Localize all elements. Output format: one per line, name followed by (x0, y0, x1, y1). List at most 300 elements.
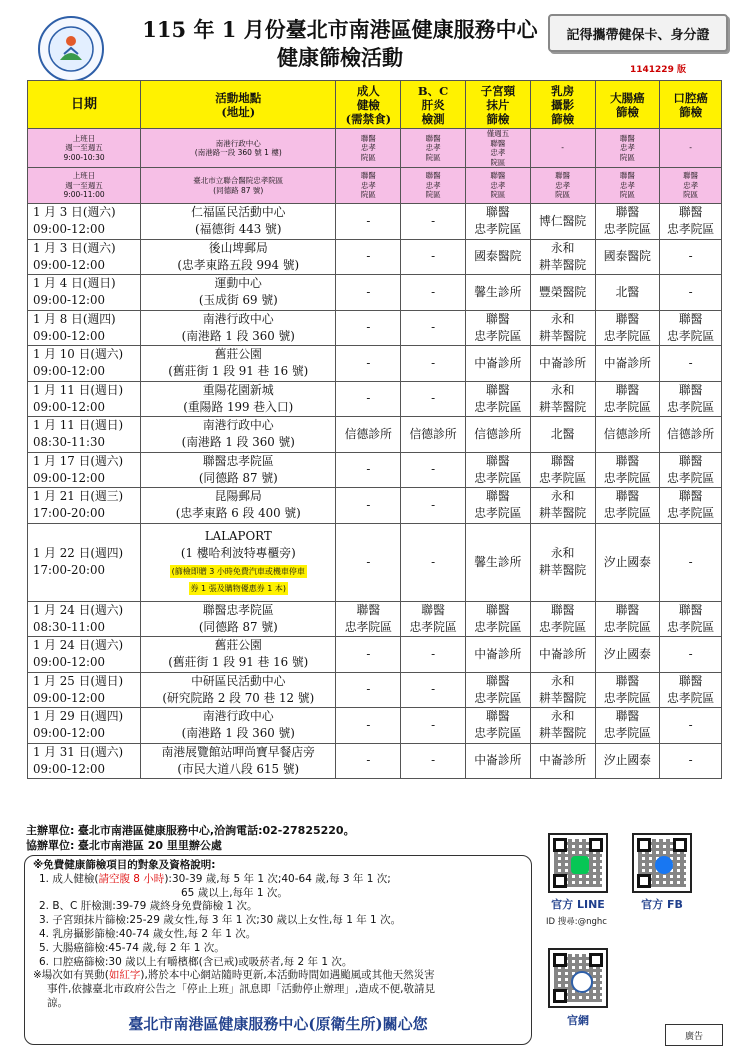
table-row (28, 601, 722, 637)
cell-line: 忠孝院區 (603, 328, 651, 343)
change-notice (33, 969, 523, 983)
host-label: 主辦單位: (26, 824, 75, 837)
cell-line: (南港路 1 段 360 號) (181, 328, 295, 343)
event-location (141, 346, 336, 382)
screening-provider (401, 488, 466, 524)
screening-provider (530, 708, 595, 744)
screening-provider (465, 601, 530, 637)
screening-provider (595, 601, 660, 637)
cell-line: 忠孝 (425, 143, 441, 153)
cell-line: 忠孝院區 (603, 222, 651, 237)
screening-provider (336, 637, 401, 673)
cell-line: 國泰醫院 (474, 249, 522, 264)
event-date (28, 381, 141, 417)
screening-provider (465, 672, 530, 708)
event-date (28, 417, 141, 453)
event-location (141, 204, 336, 240)
cell-line: 耕莘醫院 (539, 506, 587, 521)
screening-provider (595, 381, 660, 417)
promo-note (141, 562, 335, 579)
screening-provider (660, 452, 722, 488)
screening-provider (336, 129, 401, 168)
screening-provider (401, 708, 466, 744)
cell-line: 1 月 3 日(週六) (33, 205, 116, 220)
cell-line: 1 月 25 日(週日) (33, 673, 124, 688)
screening-provider (465, 239, 530, 275)
note-item-2: 2. B、C 肝檢測:39-79 歲終身免費篩檢 1 次。 (39, 900, 258, 913)
cell-line: 忠孝院區 (474, 328, 522, 343)
cell-line: - (431, 497, 436, 512)
cell-line: 耕莘醫院 (539, 563, 587, 577)
cell-line: 中崙診所 (474, 753, 522, 768)
cell-line: 1 月 10 日(週六) (33, 347, 124, 362)
event-date (28, 239, 141, 275)
cell-line: 永和 (550, 311, 575, 326)
screening-provider (660, 523, 722, 601)
event-date (28, 275, 141, 311)
cell-line: 聯醫 (678, 311, 703, 326)
advertisement-label: 廣告 (665, 1024, 723, 1046)
cell-line: 聯醫 (356, 602, 381, 617)
cell-line: - (431, 320, 436, 335)
cell-line: 09:00-12:00 (33, 222, 105, 237)
cell-line: 上班日 (72, 133, 96, 143)
table-header-row (28, 81, 722, 129)
cell-line: 聯醫 (360, 133, 376, 143)
column-header-text: 肝炎 (421, 97, 445, 112)
cell-line: 1 月 31 日(週六) (33, 744, 124, 759)
table-row (28, 275, 722, 311)
screening-provider (660, 129, 722, 168)
cell-line: 忠孝院區 (474, 619, 522, 634)
service-hours (28, 129, 141, 168)
reminder-badge: 記得攜帶健保卡、身分證 (548, 14, 728, 52)
cell-line: - (366, 284, 371, 299)
cell-line: 忠孝院區 (667, 328, 715, 343)
cell-line: 聯醫 (490, 171, 506, 181)
screening-provider (465, 743, 530, 779)
cell-line: - (366, 320, 371, 335)
screening-provider (336, 601, 401, 637)
cell-line: 忠孝院區 (603, 690, 651, 705)
eligibility-notes-box (24, 855, 532, 1045)
table-row (28, 743, 722, 779)
screening-provider (660, 239, 722, 275)
screening-provider (465, 452, 530, 488)
event-location (141, 381, 336, 417)
cell-line: 信德診所 (474, 426, 522, 441)
cell-line: 忠孝院區 (344, 619, 392, 634)
screening-provider (465, 523, 530, 601)
line-id: ID 搜尋:@nghc (546, 917, 607, 927)
screening-provider (660, 417, 722, 453)
cell-line: 運動中心 (214, 276, 262, 291)
cell-line: 17:00-20:00 (33, 506, 105, 521)
cell-line: - (366, 682, 371, 697)
cell-line: - (366, 391, 371, 406)
cell-line: - (431, 554, 436, 569)
host-text: 臺北市南港區健康服務中心,洽詢電話:02-27825220。 (77, 824, 355, 837)
column-header-text: 活動地點 (215, 90, 262, 105)
cell-line: 南港行政中心 (202, 311, 274, 326)
screening-provider (595, 275, 660, 311)
event-location (141, 310, 336, 346)
note-1-continued: 65 歲以上,每年 1 次。 (181, 886, 288, 899)
footer-slogan: 臺北市南港區健康服務中心(原衛生所)關心您 (128, 1015, 428, 1034)
cell-line: 上班日 (72, 171, 96, 181)
screening-provider (660, 204, 722, 240)
cell-line: 院區 (619, 190, 635, 200)
cell-line: 忠孝 (619, 180, 635, 190)
cell-line: 聯醫 (486, 453, 510, 468)
cell-line: 忠孝院區 (667, 506, 715, 521)
screening-provider (336, 523, 401, 601)
cell-line: 後山埤郵局 (208, 240, 268, 255)
screening-provider (530, 637, 595, 673)
fasting-warning: 請空腹 8 小時 (98, 872, 165, 885)
cell-line: 聯醫 (678, 453, 703, 468)
column-header (595, 81, 660, 129)
cell-line: 舊莊公園 (214, 347, 262, 362)
organizer-info (26, 823, 355, 853)
screening-provider (595, 708, 660, 744)
event-date (28, 310, 141, 346)
cell-line: 信德診所 (667, 426, 715, 441)
screening-provider (660, 708, 722, 744)
cell-line: 汐止國泰 (603, 554, 651, 569)
cell-line: 汐止國泰 (603, 753, 651, 768)
cell-line: 忠孝 (555, 180, 571, 190)
health-center-logo (38, 16, 104, 82)
cell-line: 中崙診所 (474, 646, 522, 661)
cell-line: 聯醫 (486, 709, 510, 724)
cell-line: 聯醫 (421, 602, 445, 617)
cell-line: 09:00-12:00 (33, 726, 105, 741)
cell-line: (南港路 1 段 360 號) (181, 726, 295, 741)
screening-provider (465, 417, 530, 453)
cell-line: - (431, 391, 436, 406)
cell-line: 忠孝院區 (539, 470, 587, 485)
screening-provider (401, 204, 466, 240)
cell-line: 中崙診所 (539, 355, 587, 370)
column-header-text: 子宮頸 (480, 83, 516, 98)
screening-provider (595, 452, 660, 488)
cell-line: 1 月 21 日(週三) (33, 489, 124, 504)
screening-provider (465, 310, 530, 346)
screening-provider (401, 601, 466, 637)
cell-line: 1 月 4 日(週日) (33, 276, 116, 291)
screening-provider (530, 381, 595, 417)
cell-line: 1 月 11 日(週日) (33, 418, 124, 433)
event-date (28, 601, 141, 637)
event-location (141, 275, 336, 311)
cell-line: 忠孝 (360, 143, 376, 153)
event-location (141, 601, 336, 637)
column-header-text: 篩檢 (615, 104, 639, 119)
note-item-3: 3. 子宮頸抹片篩檢:25-29 歲女性,每 3 年 1 次;30 歲以上女性,每 1 年 1 次。 (39, 914, 402, 927)
screening-provider (530, 129, 595, 168)
screening-schedule-table (27, 80, 722, 779)
screening-provider (530, 672, 595, 708)
cell-line: 忠孝 (425, 180, 441, 190)
cell-line: 9:00-10:30 (63, 152, 105, 162)
screening-provider (660, 346, 722, 382)
event-location (141, 708, 336, 744)
event-date (28, 523, 141, 601)
screening-provider (595, 129, 660, 168)
cell-line: - (688, 646, 693, 661)
cell-line: 忠孝院區 (474, 470, 522, 485)
column-header-text: 口腔癌 (673, 90, 708, 105)
cell-line: 中崙診所 (603, 355, 651, 370)
table-row (28, 381, 722, 417)
cell-line: 舊莊公園 (214, 638, 262, 653)
cell-line: 聯醫 (678, 602, 703, 617)
cell-line: 院區 (360, 152, 376, 162)
screening-provider (401, 346, 466, 382)
event-date (28, 672, 141, 708)
screening-provider (336, 275, 401, 311)
cell-line: 北醫 (550, 426, 575, 441)
cell-line: LALAPORT (204, 529, 272, 543)
cell-line: 院區 (490, 190, 506, 200)
line-label: 官方 LINE (551, 898, 605, 911)
screening-provider (530, 275, 595, 311)
cell-line: 9:00-11:00 (63, 190, 105, 200)
cell-line: 聯醫 (425, 133, 441, 143)
promo-note-text: (篩檢即贈 3 小時免費汽車或機車停車 (171, 567, 305, 576)
screening-provider (595, 168, 660, 204)
cell-line: 聯醫 (678, 489, 703, 504)
cell-line: 忠孝院區 (603, 506, 651, 521)
screening-provider (336, 346, 401, 382)
screening-provider (336, 708, 401, 744)
cell-line: 忠孝院區 (409, 619, 457, 634)
cell-line: 中崙診所 (474, 355, 522, 370)
cell-line: 聯醫 (486, 382, 510, 397)
cell-line: 聯醫 (550, 453, 575, 468)
cell-line: - (688, 355, 693, 370)
cell-line: - (366, 646, 371, 661)
screening-provider (401, 275, 466, 311)
cell-line: 永和 (550, 382, 575, 397)
line-logo-icon (571, 856, 589, 874)
screening-provider (530, 346, 595, 382)
table-row (28, 452, 722, 488)
screening-provider (401, 417, 466, 453)
cell-line: 中崙診所 (539, 646, 587, 661)
event-date (28, 452, 141, 488)
website-qr-code[interactable] (548, 948, 608, 1008)
cell-line: (舊莊街 1 段 91 巷 16 號) (168, 364, 309, 379)
event-location (141, 637, 336, 673)
cell-line: 聯醫 (490, 138, 506, 148)
cell-line: 南港行政中心 (215, 138, 261, 148)
cell-line: - (431, 355, 436, 370)
screening-provider (465, 381, 530, 417)
cell-line: (同德路 87 號) (198, 470, 278, 485)
cell-line: (福德街 443 號) (195, 222, 282, 237)
cell-line: (忠孝東路五段 994 號) (177, 257, 300, 272)
screening-provider (465, 129, 530, 168)
screening-provider (595, 488, 660, 524)
column-header (28, 81, 141, 129)
cell-line: - (431, 646, 436, 661)
cell-line: 09:00-12:00 (33, 328, 105, 343)
cell-line: 博仁醫院 (539, 213, 587, 228)
cell-line: 忠孝院區 (474, 726, 522, 741)
logo-emblem-icon (46, 24, 96, 74)
cell-line: (玉成街 69 號) (198, 293, 278, 308)
screening-provider (336, 417, 401, 453)
cell-line: 南港展覽館站呷尚寶早餐店旁 (161, 744, 315, 759)
cell-line: - (688, 717, 693, 732)
event-date (28, 346, 141, 382)
title-line-1: 115 年 1 月份臺北市南港區健康服務中心 (142, 17, 538, 42)
note-1-text-b: ):30-39 歲,每 5 年 1 次;40-64 歲,每 3 年 1 次; (164, 872, 391, 885)
event-location (141, 417, 336, 453)
screening-provider (465, 488, 530, 524)
page-title (100, 16, 580, 72)
note-item-1 (33, 873, 523, 887)
cell-line: 仁福區民活動中心 (191, 205, 286, 220)
screening-provider (660, 381, 722, 417)
cell-line: 院區 (360, 190, 376, 200)
event-date (28, 637, 141, 673)
screening-provider (336, 452, 401, 488)
cell-line: 17:00-20:00 (33, 563, 105, 577)
cell-line: - (366, 717, 371, 732)
screening-provider (401, 672, 466, 708)
cell-line: 院區 (425, 190, 441, 200)
table-row (28, 708, 722, 744)
cell-line: 09:00-12:00 (33, 399, 105, 414)
cell-line: 聯醫 (555, 171, 571, 181)
cell-line: - (561, 143, 564, 153)
cell-line: 馨生診所 (474, 284, 522, 299)
notes-heading: ※免費健康篩檢項目的對象及資格說明: (33, 859, 216, 871)
cell-line: (舊莊街 1 段 91 巷 16 號) (168, 655, 309, 670)
cell-line: 忠孝 (683, 180, 699, 190)
cell-line: 聯醫 (678, 205, 703, 220)
cell-line: 永和 (550, 546, 575, 560)
cell-line: 院區 (490, 157, 506, 167)
column-header (660, 81, 722, 129)
cell-line: 豐榮醫院 (539, 284, 587, 299)
cell-line: 1 月 24 日(週六) (33, 602, 124, 617)
screening-provider (595, 346, 660, 382)
cell-line: 聯醫 (486, 489, 510, 504)
cell-line: (南港路 1 段 360 號) (181, 435, 295, 450)
cell-line: 聯醫 (615, 709, 640, 724)
screening-provider (530, 452, 595, 488)
cell-line: 忠孝 (619, 143, 635, 153)
screening-provider (530, 743, 595, 779)
cell-line: 09:00-12:00 (33, 655, 105, 670)
cell-line: 昆陽郵局 (214, 489, 262, 504)
cell-line: 中研區民活動中心 (191, 673, 286, 688)
cell-line: (1 樓哈利波特專櫃旁) (180, 546, 296, 560)
cell-line: 忠孝院區 (667, 222, 715, 237)
cell-line: - (689, 143, 692, 153)
cell-line: 1 月 11 日(週日) (33, 382, 124, 397)
screening-provider (530, 239, 595, 275)
event-location (141, 239, 336, 275)
screening-provider (465, 708, 530, 744)
cell-line: 耕莘醫院 (539, 726, 587, 741)
screening-provider (660, 168, 722, 204)
cell-line: - (366, 753, 371, 768)
line-qr-code[interactable] (548, 833, 608, 893)
website-logo-icon (571, 971, 593, 993)
cell-line: 聯醫 (425, 171, 441, 181)
cell-line: 耕莘醫院 (539, 690, 587, 705)
fb-qr-code[interactable] (632, 833, 692, 893)
cell-line: - (431, 753, 436, 768)
screening-provider (336, 239, 401, 275)
column-header (530, 81, 595, 129)
cell-line: 聯醫 (615, 453, 640, 468)
screening-provider (595, 204, 660, 240)
screening-provider (465, 637, 530, 673)
cell-line: 聯醫 (615, 382, 640, 397)
screening-provider (530, 204, 595, 240)
screening-provider (595, 523, 660, 601)
screening-provider (660, 488, 722, 524)
screening-provider (595, 417, 660, 453)
cell-line: 1 月 17 日(週六) (33, 453, 124, 468)
cell-line: 聯醫 (615, 673, 640, 688)
screening-provider (465, 168, 530, 204)
cell-line: 馨生診所 (474, 554, 522, 569)
screening-provider (660, 275, 722, 311)
screening-provider (660, 601, 722, 637)
note-item-5: 5. 大腸癌篩檢:45-74 歲,每 2 年 1 次。 (39, 941, 225, 954)
cell-line: 08:30-11:30 (33, 435, 105, 450)
cell-line: - (431, 213, 436, 228)
screening-provider (595, 239, 660, 275)
cell-line: 聯醫 (678, 673, 703, 688)
screening-provider (465, 204, 530, 240)
column-header-text: 篩檢 (679, 104, 703, 119)
cell-line: 08:30-11:00 (33, 619, 105, 634)
cell-line: 聯醫 (619, 171, 635, 181)
cell-line: 汐止國泰 (603, 646, 651, 661)
cell-line: 忠孝院區 (474, 690, 522, 705)
cell-line: - (366, 249, 371, 264)
column-header (336, 81, 401, 129)
co-organizer-text: 臺北市南港區 20 里里辦公處 (77, 839, 222, 852)
cell-line: 聯醫 (683, 171, 699, 181)
column-header (141, 81, 336, 129)
co-organizer-label: 協辦單位: (26, 839, 75, 852)
cell-line: - (688, 554, 693, 569)
cell-line: - (431, 682, 436, 697)
cell-line: 南港行政中心 (202, 709, 274, 724)
cell-line: - (431, 462, 436, 477)
cell-line: - (431, 717, 436, 732)
screening-provider (660, 637, 722, 673)
cell-line: 南港行政中心 (202, 418, 274, 433)
screening-provider (336, 310, 401, 346)
cell-line: 09:00-12:00 (33, 257, 105, 272)
cell-line: 週一至週五 (65, 143, 103, 153)
cell-line: (同德路 87 號) (213, 185, 264, 195)
screening-provider (465, 346, 530, 382)
cell-line: 國泰醫院 (603, 249, 651, 264)
screening-provider (530, 488, 595, 524)
cell-line: 忠孝院區 (474, 399, 522, 414)
